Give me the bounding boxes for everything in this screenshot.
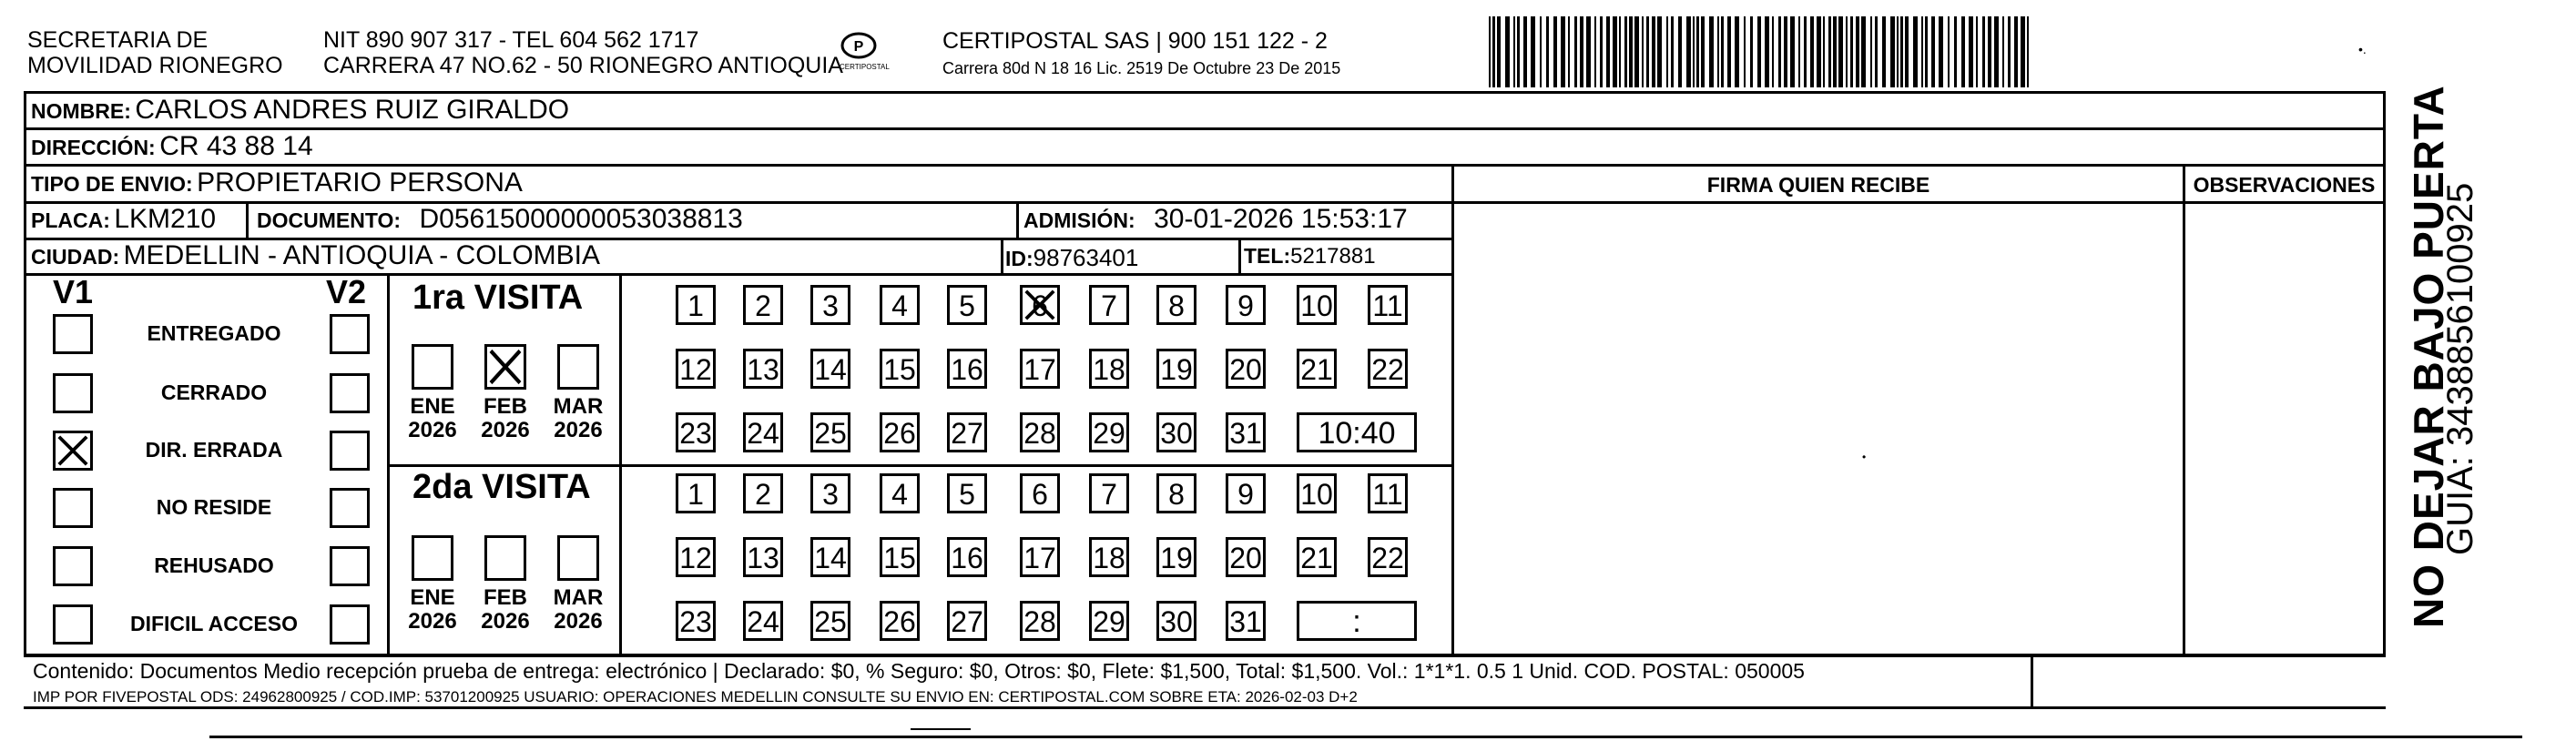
month-checkbox[interactable]	[557, 535, 599, 581]
name-label: NOMBRE:	[31, 99, 131, 123]
tel-row	[1244, 244, 1376, 269]
divider	[1238, 238, 1241, 274]
tel-label: TEL:	[1244, 244, 1291, 268]
month-checkbox[interactable]	[484, 535, 526, 581]
sender-name	[27, 27, 283, 78]
day-box[interactable]: 19	[1156, 349, 1196, 389]
day-box[interactable]: 12	[676, 537, 716, 577]
logo-text: CERTIPOSTAL	[840, 63, 890, 71]
sender-line-1: SECRETARIA DE	[27, 27, 209, 53]
day-box[interactable]: 26	[880, 412, 920, 452]
type-value: PROPIETARIO PERSONA	[197, 167, 523, 198]
day-box[interactable]: 24	[743, 601, 783, 641]
day-box[interactable]: 17	[1020, 349, 1060, 389]
month-checkbox[interactable]	[412, 535, 453, 581]
day-box[interactable]: 31	[1226, 412, 1266, 452]
month-label: FEB	[484, 585, 527, 610]
bottom-tick	[911, 728, 971, 730]
month-label: FEB	[484, 394, 527, 419]
admission-label: ADMISIÓN:	[1023, 208, 1135, 232]
status-option-label: REHUSADO	[154, 553, 274, 577]
divider	[1016, 201, 1019, 238]
v1-checkbox[interactable]	[53, 604, 93, 645]
day-box[interactable]: 27	[947, 601, 987, 641]
month-year: 2026	[481, 418, 530, 442]
month-label: MAR	[553, 394, 604, 419]
divider	[387, 273, 390, 654]
day-box[interactable]: 1	[676, 473, 716, 513]
v1-label: V1	[53, 273, 94, 310]
svg-text:P: P	[853, 39, 864, 55]
month-label: ENE	[410, 585, 455, 610]
sender-line-2: MOVILIDAD RIONEGRO	[27, 53, 283, 78]
certipostal-logo	[840, 31, 890, 71]
admission-value: 30-01-2026 15:53:17	[1154, 204, 1408, 234]
day-box[interactable]: 30	[1156, 412, 1196, 452]
day-box[interactable]: 5	[947, 285, 987, 325]
day-box[interactable]: 14	[810, 537, 850, 577]
visit2-title: 2da VISITA	[412, 468, 591, 506]
day-box[interactable]: 23	[676, 412, 716, 452]
footer-contents: Contenido: Documentos Medio recepción prueba de entrega: electrónico | Declarado: $0, % Seguro: $0, Otros: $0, Flete: $1,500, Total: $1,500. Vol.: 1*1*1. 0.5 1 Unid. COD. POSTAL: 050005	[33, 659, 1805, 683]
day-box[interactable]: 7	[1089, 285, 1129, 325]
day-box[interactable]: 21	[1297, 537, 1337, 577]
bottom-rule	[209, 736, 2522, 738]
signature-heading: FIRMA QUIEN RECIBE	[1706, 173, 1930, 197]
day-box[interactable]: 13	[743, 349, 783, 389]
time-box[interactable]: :	[1297, 601, 1417, 641]
day-box[interactable]: 10	[1297, 473, 1337, 513]
day-box[interactable]: 5	[947, 473, 987, 513]
nit-line: NIT 890 907 317 - TEL 604 562 1717	[323, 27, 699, 53]
day-box[interactable]: 25	[810, 412, 850, 452]
v2-checkbox[interactable]	[330, 373, 370, 413]
day-box[interactable]: 16	[947, 537, 987, 577]
month-year: 2026	[481, 609, 530, 634]
day-box[interactable]: 14	[810, 349, 850, 389]
day-box[interactable]: 10	[1297, 285, 1337, 325]
courier-line-2: Carrera 80d N 18 16 Lic. 2519 De Octubre 23 De 2015	[942, 59, 1341, 77]
type-row	[31, 167, 523, 198]
day-box[interactable]: 15	[880, 349, 920, 389]
courier-info	[942, 27, 1340, 82]
barcode	[1489, 16, 2035, 87]
v1-checkbox[interactable]	[53, 314, 93, 354]
admission-row	[1023, 204, 1408, 235]
month-label: ENE	[410, 394, 455, 419]
day-box[interactable]: 11	[1368, 285, 1408, 325]
day-box[interactable]: 21	[1297, 349, 1337, 389]
plate-row	[31, 204, 216, 235]
side-warning: NO DEJAR BAJO PUERTA	[2405, 85, 2452, 628]
plate-label: PLACA:	[31, 208, 110, 232]
month-year: 2026	[554, 609, 603, 634]
divider	[2383, 164, 2386, 657]
day-box[interactable]: 4	[880, 285, 920, 325]
id-value: 98763401	[1033, 244, 1139, 271]
day-box[interactable]: 23	[676, 601, 716, 641]
name-value: CARLOS ANDRES RUIZ GIRALDO	[135, 95, 570, 125]
day-box[interactable]: 3	[810, 473, 850, 513]
day-box[interactable]: 26	[880, 601, 920, 641]
id-label: ID:	[1005, 247, 1033, 270]
divider	[619, 273, 622, 654]
v2-checkbox[interactable]	[330, 604, 370, 645]
day-box[interactable]: 25	[810, 601, 850, 641]
observations-heading: OBSERVACIONES	[2193, 173, 2376, 197]
courier-line-1: CERTIPOSTAL SAS | 900 151 122 - 2	[942, 28, 1328, 54]
day-box[interactable]: 6	[1020, 473, 1060, 513]
month-checkbox[interactable]	[484, 344, 526, 390]
document-row	[257, 204, 743, 235]
day-box[interactable]: 11	[1368, 473, 1408, 513]
day-box[interactable]: 27	[947, 412, 987, 452]
day-box[interactable]: 15	[880, 537, 920, 577]
address-line: CARRERA 47 NO.62 - 50 RIONEGRO ANTIOQUIA	[323, 53, 843, 78]
day-box[interactable]: 17	[1020, 537, 1060, 577]
city-row	[31, 240, 600, 271]
status-option-label: ENTREGADO	[147, 321, 281, 345]
day-box[interactable]: 13	[743, 537, 783, 577]
month-checkbox[interactable]	[557, 344, 599, 390]
name-row	[31, 95, 569, 126]
v2-checkbox[interactable]	[330, 314, 370, 354]
side-guide-number: GUIA: 3438856100925	[2440, 182, 2480, 555]
day-box[interactable]: 1	[676, 285, 716, 325]
day-box[interactable]: 16	[947, 349, 987, 389]
day-box[interactable]: 19	[1156, 537, 1196, 577]
divider	[24, 127, 2386, 130]
status-option-label: DIFICIL ACCESO	[129, 612, 298, 635]
city-value: MEDELLIN - ANTIOQUIA - COLOMBIA	[123, 240, 600, 270]
tel-value: 5217881	[1290, 244, 1376, 269]
address-value: CR 43 88 14	[159, 131, 313, 161]
v1-checkbox[interactable]	[53, 373, 93, 413]
day-box[interactable]: 28	[1020, 601, 1060, 641]
type-label: TIPO DE ENVIO:	[31, 172, 193, 196]
month-year: 2026	[554, 418, 603, 442]
day-box[interactable]: 2	[743, 285, 783, 325]
sender-contact	[323, 27, 843, 78]
day-box[interactable]: 30	[1156, 601, 1196, 641]
day-box[interactable]: 29	[1089, 412, 1129, 452]
month-year: 2026	[408, 609, 457, 634]
day-box[interactable]: 18	[1089, 537, 1129, 577]
v1-checkbox[interactable]	[53, 431, 93, 471]
time-box[interactable]: 10:40	[1297, 412, 1417, 452]
day-box[interactable]: 22	[1368, 349, 1408, 389]
day-box[interactable]: 4	[880, 473, 920, 513]
month-checkbox[interactable]	[412, 344, 453, 390]
day-box[interactable]: 2	[743, 473, 783, 513]
day-box[interactable]: 18	[1089, 349, 1129, 389]
day-box[interactable]: 6	[1020, 285, 1060, 325]
dot-mark: •	[1862, 451, 1867, 463]
divider	[24, 164, 2386, 167]
document-label: DOCUMENTO:	[257, 208, 402, 232]
divider	[24, 706, 2386, 709]
plate-value: LKM210	[114, 204, 217, 234]
address-row	[31, 131, 313, 162]
v2-checkbox[interactable]	[330, 431, 370, 471]
divider	[2183, 164, 2185, 654]
v1-checkbox[interactable]	[53, 546, 93, 586]
divider	[1451, 201, 2386, 204]
divider	[2031, 654, 2033, 708]
visit1-title: 1ra VISITA	[412, 279, 584, 317]
v2-checkbox[interactable]	[330, 488, 370, 528]
day-box[interactable]: 20	[1226, 349, 1266, 389]
day-box[interactable]: 9	[1226, 285, 1266, 325]
month-year: 2026	[408, 418, 457, 442]
day-box[interactable]: 3	[810, 285, 850, 325]
city-label: CIUDAD:	[31, 245, 120, 269]
day-box[interactable]: 28	[1020, 412, 1060, 452]
divider	[1451, 164, 1454, 654]
day-box[interactable]: 24	[743, 412, 783, 452]
day-box[interactable]: 8	[1156, 473, 1196, 513]
status-option-label: NO RESIDE	[156, 495, 272, 519]
day-box[interactable]: 8	[1156, 285, 1196, 325]
day-box[interactable]: 7	[1089, 473, 1129, 513]
day-box[interactable]: 9	[1226, 473, 1266, 513]
v2-checkbox[interactable]	[330, 546, 370, 586]
month-label: MAR	[553, 585, 604, 610]
id-row	[1005, 244, 1138, 272]
v1-checkbox[interactable]	[53, 488, 93, 528]
divider	[387, 464, 1452, 467]
day-box[interactable]: 29	[1089, 601, 1129, 641]
divider	[1001, 238, 1003, 274]
divider	[246, 201, 249, 238]
day-box[interactable]: 31	[1226, 601, 1266, 641]
dot-mark: •.	[2358, 42, 2367, 56]
document-value: D05615000000053038813	[419, 204, 743, 234]
status-option-label: DIR. ERRADA	[145, 438, 283, 462]
day-box[interactable]: 22	[1368, 537, 1408, 577]
footer-print-info: IMP POR FIVEPOSTAL ODS: 24962800925 / COD.IMP: 53701200925 USUARIO: OPERACIONES MEDELLIN CONSULTE SU ENVIO EN: CERTIPOSTAL.COM SOBRE ETA: 2026-02-03 D+2	[33, 688, 1358, 705]
day-box[interactable]: 20	[1226, 537, 1266, 577]
v2-label: V2	[326, 273, 367, 310]
status-option-label: CERRADO	[160, 381, 268, 404]
address-label: DIRECCIÓN:	[31, 136, 156, 159]
day-box[interactable]: 12	[676, 349, 716, 389]
